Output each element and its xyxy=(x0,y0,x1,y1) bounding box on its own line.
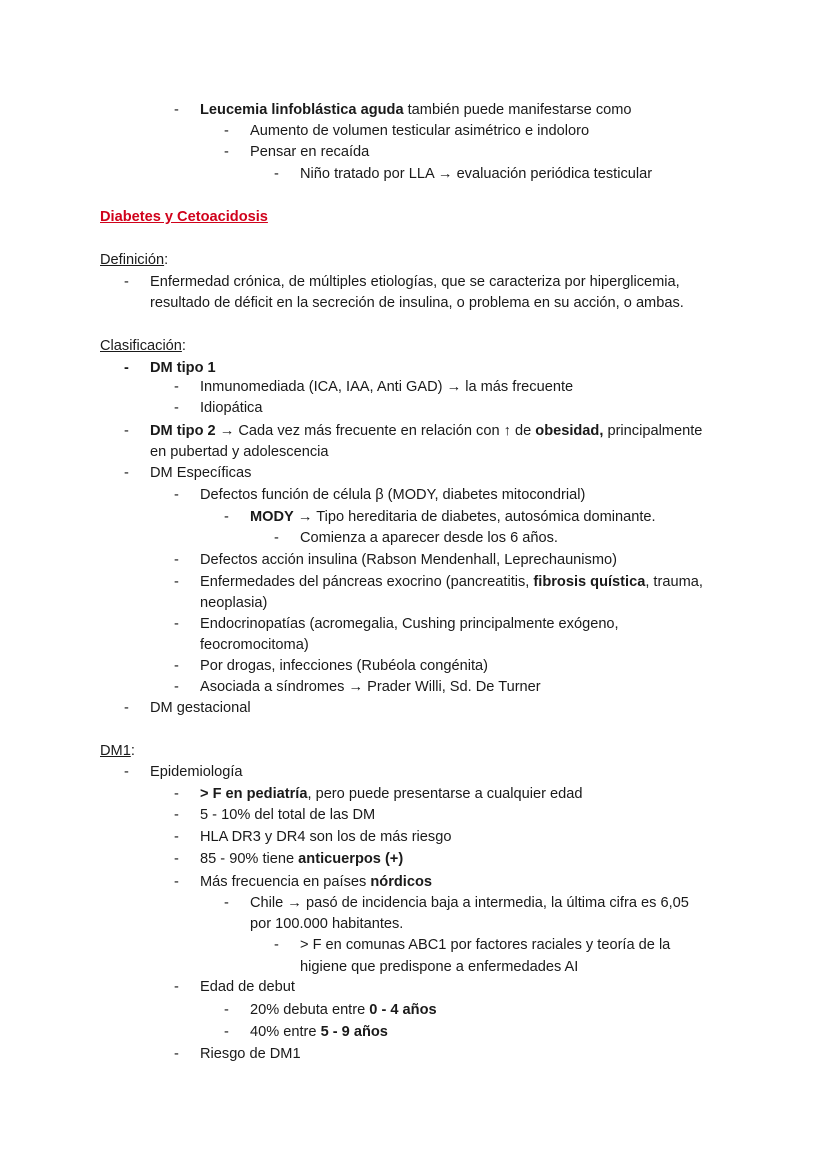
bullet: - xyxy=(174,1046,179,1062)
bullet: - xyxy=(274,166,279,182)
bullet: - xyxy=(174,979,179,995)
bullet: - xyxy=(174,102,179,118)
esp-drogas: Por drogas, infecciones (Rubéola congénita) xyxy=(200,658,488,674)
bullet: - xyxy=(274,937,279,953)
bullet: - xyxy=(274,530,279,546)
bullet: - xyxy=(124,465,129,481)
dm2-text2: principalmente xyxy=(603,423,703,439)
abc1-line2: higiene que predispone a enfermedades AI xyxy=(300,959,579,975)
colon: : xyxy=(181,338,186,354)
dm1-inmunomediada: Inmunomediada (ICA, IAA, Anti GAD) → la más frecuente xyxy=(200,379,574,395)
clasificacion-heading xyxy=(100,336,186,356)
definicion-heading-text: Definición xyxy=(100,252,165,268)
dm2-line2: en pubertad y adolescencia xyxy=(150,444,329,460)
e5-text: Más frecuencia en países xyxy=(200,874,371,890)
dm2-obesidad: obesidad, xyxy=(535,423,604,439)
d1-text: 20% debuta entre xyxy=(250,1002,370,1018)
bullet: - xyxy=(174,400,179,416)
bullet: - xyxy=(224,123,229,139)
e1-text: , pero puede presentarse a cualquier edad xyxy=(307,786,583,802)
chile-line1: Chile → pasó de incidencia baja a intermedia, la última cifra es 6,05 xyxy=(250,895,689,911)
definicion-heading xyxy=(100,250,168,270)
esp-celula-beta: Defectos función de célula β (MODY, diabetes mitocondrial) xyxy=(200,487,586,503)
mody-item xyxy=(250,507,656,527)
bullet: - xyxy=(174,574,179,590)
lla-item xyxy=(200,100,632,120)
chile-line2: por 100.000 habitantes. xyxy=(250,916,404,932)
bullet: - xyxy=(174,616,179,632)
bullet: - xyxy=(174,807,179,823)
dm-tipo-1: DM tipo 1 xyxy=(150,360,216,376)
edad-debut: Edad de debut xyxy=(200,979,295,995)
debut-0-4 xyxy=(250,1000,437,1020)
bullet: - xyxy=(124,764,129,780)
bullet: - xyxy=(224,1002,229,1018)
dm1-heading xyxy=(100,741,135,761)
bullet: - xyxy=(124,274,129,290)
lla-sub2: Pensar en recaída xyxy=(250,144,370,160)
bullet: - xyxy=(174,829,179,845)
riesgo-dm1: Riesgo de DM1 xyxy=(200,1046,301,1062)
mody-text: → Tipo hereditaria de diabetes, autosómica dominante. xyxy=(293,509,656,525)
definicion-line1: Enfermedad crónica, de múltiples etiologías, que se caracteriza por hiperglicemia, xyxy=(150,274,680,290)
esp-c-text1: Enfermedades del páncreas exocrino (pancreatitis, xyxy=(200,574,534,590)
e5-bold: nórdicos xyxy=(370,874,432,890)
bullet: - xyxy=(174,552,179,568)
dm-tipo-2 xyxy=(150,421,702,441)
bullet: - xyxy=(224,144,229,160)
bullet: - xyxy=(224,895,229,911)
dm-especificas: DM Específicas xyxy=(150,465,252,481)
abc1-line1: > F en comunas ABC1 por factores raciales y teoría de la xyxy=(300,937,671,953)
lla-sub3: Niño tratado por LLA → evaluación periódica testicular xyxy=(300,166,653,182)
bullet: - xyxy=(124,360,129,376)
epi-nordicos xyxy=(200,872,432,892)
epi-pediatria xyxy=(200,784,583,804)
esp-accion-insulina: Defectos acción insulina (Rabson Mendenhall, Leprechaunismo) xyxy=(200,552,617,568)
lla-title: Leucemia linfoblástica aguda xyxy=(200,102,404,118)
epidemiologia: Epidemiología xyxy=(150,764,243,780)
lla-sub1: Aumento de volumen testicular asimétrico e indoloro xyxy=(250,123,590,139)
dm2-bold: DM tipo 2 xyxy=(150,423,216,439)
bullet: - xyxy=(174,874,179,890)
d1-bold: 0 - 4 años xyxy=(369,1002,437,1018)
e4-bold: anticuerpos (+) xyxy=(298,851,404,867)
bullet: - xyxy=(224,509,229,525)
bullet: - xyxy=(174,658,179,674)
bullet: - xyxy=(174,379,179,395)
e4-text: 85 - 90% tiene xyxy=(200,851,299,867)
bullet: - xyxy=(174,487,179,503)
colon: : xyxy=(164,252,169,268)
debut-5-9 xyxy=(250,1022,388,1042)
esp-c-fibrosis: fibrosis quística xyxy=(533,574,646,590)
section-title: Diabetes y Cetoacidosis xyxy=(100,209,268,225)
bullet: - xyxy=(124,423,129,439)
lla-rest: también puede manifestarse como xyxy=(403,102,632,118)
mody-bold: MODY xyxy=(250,509,294,525)
epi-anticuerpos xyxy=(200,849,403,869)
bullet: - xyxy=(224,1024,229,1040)
bullet: - xyxy=(124,700,129,716)
d2-text: 40% entre xyxy=(250,1024,321,1040)
mody-sub: Comienza a aparecer desde los 6 años. xyxy=(300,530,558,546)
bullet: - xyxy=(174,679,179,695)
esp-pancreas-line2: neoplasia) xyxy=(200,595,268,611)
esp-c-text2: , trauma, xyxy=(645,574,703,590)
dm1-heading-text: DM1 xyxy=(100,743,131,759)
dm2-text1: → Cada vez más frecuente en relación con ↑ de xyxy=(215,423,536,439)
definicion-line2: resultado de déficit en la secreción de insulina, o problema en su acción, o ambas. xyxy=(150,295,684,311)
epi-hla: HLA DR3 y DR4 son los de más riesgo xyxy=(200,829,452,845)
dm-gestacional: DM gestacional xyxy=(150,700,251,716)
esp-endocrinopatias-line2: feocromocitoma) xyxy=(200,637,309,653)
e1-bold: > F en pediatría xyxy=(200,786,308,802)
epi-porcentaje: 5 - 10% del total de las DM xyxy=(200,807,376,823)
esp-sindromes: Asociada a síndromes → Prader Willi, Sd. De Turner xyxy=(200,679,541,695)
dm1-idiopatica: Idiopática xyxy=(200,400,263,416)
colon: : xyxy=(130,743,135,759)
d2-bold: 5 - 9 años xyxy=(320,1024,388,1040)
bullet: - xyxy=(174,851,179,867)
clasificacion-heading-text: Clasificación xyxy=(100,338,182,354)
esp-pancreas xyxy=(200,572,703,592)
esp-endocrinopatias: Endocrinopatías (acromegalia, Cushing principalmente exógeno, xyxy=(200,616,619,632)
bullet: - xyxy=(174,786,179,802)
